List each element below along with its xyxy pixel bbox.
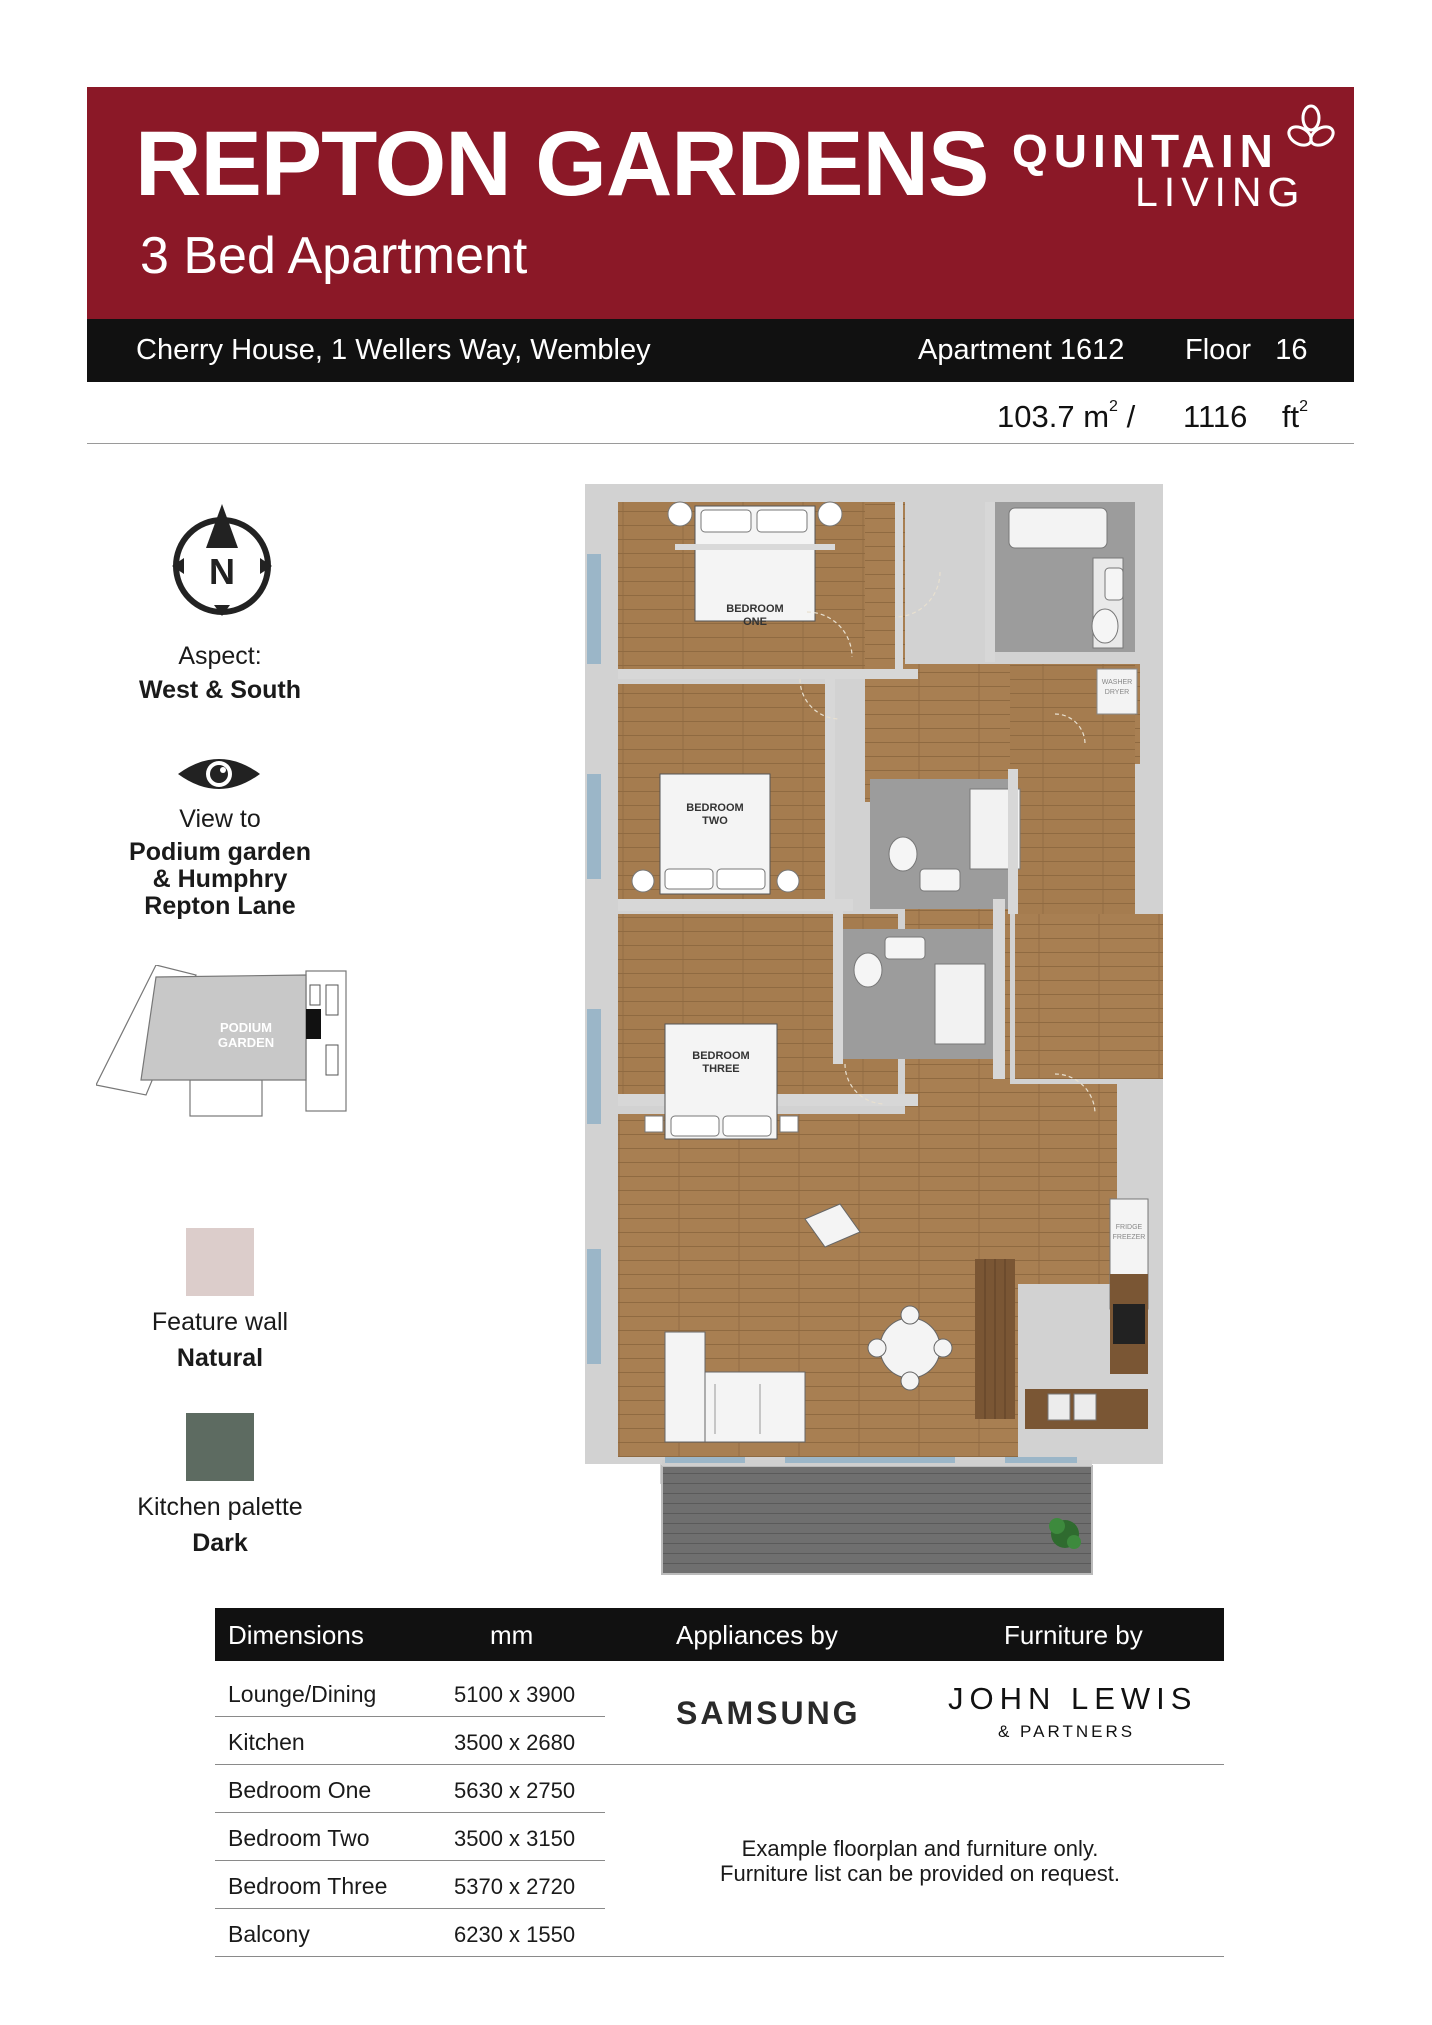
key-plan-label-2: GARDEN: [217, 1035, 275, 1050]
bedroom-three-label-2: THREE: [702, 1063, 740, 1075]
table-row-room: Bedroom Three: [228, 1873, 388, 1899]
row-divider: [215, 1956, 1224, 1957]
floor-number: [1185, 336, 1308, 365]
washer-label-1: WASHER: [1101, 679, 1133, 686]
floor-value: 16: [1275, 334, 1308, 366]
table-row-mm: 3500 x 3150: [454, 1826, 576, 1851]
brand-name: QUINTAIN: [1012, 125, 1279, 177]
table-row-room: Balcony: [228, 1921, 310, 1947]
brand-tagline: LIVING: [1135, 169, 1306, 215]
area-separator: /: [1126, 399, 1136, 434]
apartment-number: [918, 336, 1124, 365]
table-row-room: Bedroom One: [228, 1777, 372, 1803]
bedroom-one-label-1: BEDROOM: [726, 603, 784, 615]
view-label: View to: [179, 805, 261, 833]
feature-wall-swatch: [186, 1228, 254, 1296]
quintain-logo-icon: [1287, 104, 1335, 150]
kitchen-palette-swatch: [186, 1413, 254, 1481]
table-row-room: Kitchen: [228, 1729, 305, 1755]
row-divider: [215, 1908, 605, 1909]
row-divider: [215, 1860, 605, 1861]
samsung-logo: SAMSUNG: [676, 1695, 861, 1731]
divider: [87, 443, 1354, 444]
table-row-mm: 3500 x 2680: [454, 1730, 576, 1755]
area-sqm-power: 2: [1109, 398, 1118, 415]
area-sqm-unit: m: [1083, 399, 1110, 434]
disclaimer-line-2: Furniture list can be provided on request.: [720, 1861, 1120, 1886]
aspect-label: Aspect:: [178, 642, 262, 670]
row-divider: [215, 1764, 1224, 1765]
page-subtitle: 3 Bed Apartment: [140, 227, 528, 285]
view-line-3: Repton Lane: [144, 892, 296, 920]
disclaimer-line-1: Example floorplan and furniture only.: [741, 1836, 1099, 1861]
area-sqft: [1183, 398, 1308, 434]
table-row-mm: 6230 x 1550: [454, 1922, 576, 1947]
john-lewis-partners: & PARTNERS: [998, 1722, 1136, 1741]
bedroom-two-label-2: TWO: [702, 815, 728, 827]
aspect-value: West & South: [138, 676, 302, 704]
table-row-room: Lounge/Dining: [228, 1681, 377, 1707]
floor-label: Floor: [1185, 334, 1252, 366]
row-divider: [215, 1716, 605, 1717]
key-plan: [96, 965, 350, 1120]
bedroom-three-label-1: BEDROOM: [692, 1050, 750, 1062]
area-sqft-power: 2: [1299, 398, 1308, 415]
area-sqm-value: 103.7: [997, 399, 1075, 434]
address: Cherry House, 1 Wellers Way, Wembley: [136, 334, 651, 366]
bedroom-two-label-1: BEDROOM: [686, 802, 744, 814]
area-sqm: [997, 398, 1136, 434]
kitchen-palette-value: Dark: [192, 1529, 248, 1557]
feature-wall-label: Feature wall: [151, 1308, 289, 1336]
page-title: REPTON GARDENS: [135, 113, 989, 215]
row-divider: [215, 1812, 605, 1813]
key-plan-label-1: PODIUM: [220, 1020, 272, 1035]
view-line-2: & Humphry: [152, 865, 288, 893]
table-row-mm: 5100 x 3900: [454, 1682, 576, 1707]
col-mm: mm: [490, 1620, 534, 1650]
john-lewis-logo: JOHN LEWIS: [948, 1681, 1198, 1716]
col-furniture: Furniture by: [1004, 1620, 1143, 1650]
bedroom-one-label-2: ONE: [743, 616, 767, 628]
eye-icon: [176, 752, 262, 796]
view-line-1: Podium garden: [129, 838, 311, 866]
washer-label-2: DRYER: [1104, 689, 1130, 696]
area-sqft-value: 1116: [1183, 399, 1248, 434]
compass-letter: N: [209, 551, 235, 592]
table-row-mm: 5630 x 2750: [454, 1778, 576, 1803]
table-row-mm: 5370 x 2720: [454, 1874, 576, 1899]
feature-wall-value: Natural: [176, 1344, 264, 1372]
apartment-value: 1612: [1059, 334, 1125, 366]
fridge-label-2: FREEZER: [1112, 1234, 1146, 1241]
apartment-label: Apartment: [918, 334, 1052, 366]
col-appliances: Appliances by: [676, 1620, 838, 1650]
kitchen-palette-label: Kitchen palette: [137, 1493, 303, 1521]
col-dimensions: Dimensions: [228, 1620, 364, 1650]
fridge-label-1: FRIDGE: [1115, 1224, 1143, 1231]
compass-icon: [166, 502, 278, 620]
floor-plan: [585, 484, 1175, 1576]
area-sqft-unit: ft: [1281, 399, 1300, 434]
table-row-room: Bedroom Two: [228, 1825, 370, 1851]
